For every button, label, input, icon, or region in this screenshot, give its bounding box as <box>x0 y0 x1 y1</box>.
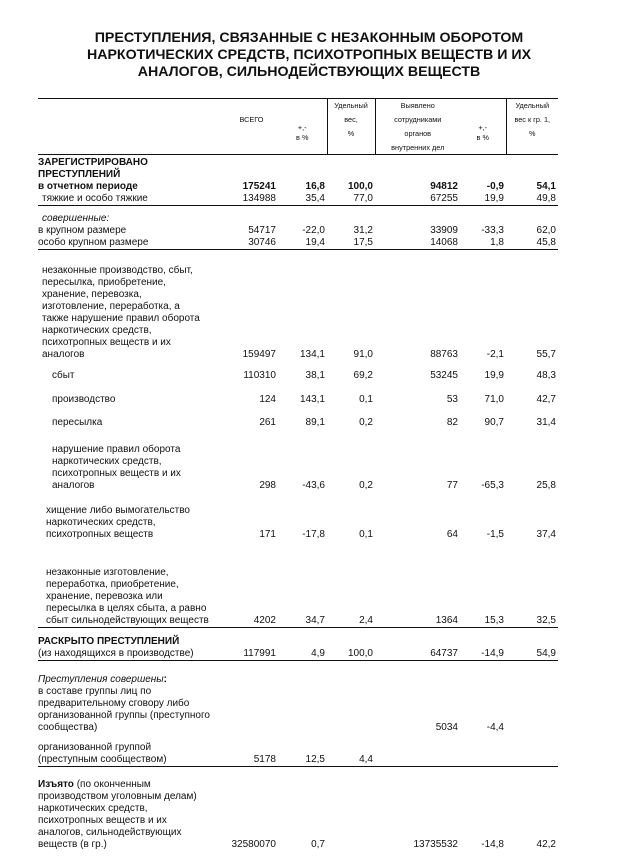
cell-change-2: -4,4 <box>486 721 504 733</box>
row-organized-group <box>38 734 558 767</box>
row-label: РАСКРЫТО ПРЕСТУПЛЕНИЙ (из находящихся в производстве) <box>38 628 225 661</box>
cell-share-2: 31,4 <box>536 416 556 428</box>
cell-change-1: 12,5 <box>278 734 327 767</box>
cell-share-1: 77,0 <box>327 193 375 206</box>
cell-share-1: 0,2 <box>359 416 373 428</box>
cell-detected: 77 <box>446 479 458 491</box>
cell-change-2: -65,3 <box>481 479 504 491</box>
cell-total: 175241 <box>242 180 276 192</box>
row-production <box>38 382 558 406</box>
row-label: производство <box>52 393 116 405</box>
cell-change-1: 89,1 <box>305 416 325 428</box>
row-registered <box>38 155 558 193</box>
cell-change-2: 15,3 <box>460 541 506 628</box>
cell-change-1: 34,7 <box>278 541 327 628</box>
cell-change-2: -14,8 <box>481 838 504 850</box>
cell-total: 4202 <box>225 541 278 628</box>
cell-detected: 14068 <box>375 237 460 250</box>
row-label: пересылка <box>52 416 103 428</box>
cell-total: 32580070 <box>231 838 276 850</box>
cell-detected <box>375 734 460 767</box>
cell-share-2: 54,9 <box>506 628 558 661</box>
row-label: сбыт <box>52 369 75 381</box>
cell-total: 124 <box>259 393 276 405</box>
cell-share-1: 4,4 <box>327 734 375 767</box>
table-header <box>38 99 558 155</box>
cell-share-1: 0,1 <box>359 393 373 405</box>
cell-change-1: 35,4 <box>278 193 327 206</box>
cell-share-1: 91,0 <box>353 348 373 360</box>
cell-share-1: 69,2 <box>353 369 373 381</box>
row-label: ЗАРЕГИСТРИРОВАНО ПРЕСТУПЛЕНИЙ в отчетном периоде <box>38 156 148 192</box>
cell-share-1: 100,0 <box>327 628 375 661</box>
cell-share-2: 32,5 <box>506 541 558 628</box>
cell-change-2: -0,9 <box>486 180 504 192</box>
cell-share-1: 31,2 <box>353 224 373 236</box>
cell-change-2: 19,9 <box>484 369 504 381</box>
cell-change-1: 16,8 <box>305 180 325 192</box>
row-label: тяжкие и особо тяжкие <box>38 193 225 206</box>
cell-change-2: -2,1 <box>486 348 504 360</box>
header-total: ВСЕГО <box>239 115 264 124</box>
cell-total <box>225 661 278 734</box>
cell-share-2 <box>506 734 558 767</box>
cell-share-1: 0,1 <box>359 528 373 540</box>
row-label: незаконные производство, сбыт, пересылка, приобретение, хранение, перевозка, изготовление, переработка, а также нарушение правил оборота наркотических средств, психотропных веществ и их аналогов <box>42 264 200 360</box>
header-share-1: Удельный вес, % <box>327 99 375 155</box>
row-theft <box>38 492 558 541</box>
row-label: особо крупном размере <box>38 237 225 250</box>
cell-change-2 <box>460 734 506 767</box>
row-label: организованной группой (преступным сообществом) <box>38 734 225 767</box>
cell-share-2: 54,1 <box>536 180 556 192</box>
cell-detected: 67255 <box>375 193 460 206</box>
cell-total: 134988 <box>225 193 278 206</box>
row-seized <box>38 767 558 851</box>
row-shipment <box>38 406 558 429</box>
title-line-3: АНАЛОГОВ, СИЛЬНОДЕЙСТВУЮЩИХ ВЕЩЕСТВ <box>137 64 481 80</box>
cell-share-2: 25,8 <box>536 479 556 491</box>
row-especially-large <box>38 237 558 250</box>
cell-detected: 13735532 <box>413 838 458 850</box>
cell-share-2: 48,3 <box>536 369 556 381</box>
cell-total: 261 <box>259 416 276 428</box>
row-label: Преступления совершены: в составе группы лиц по предварительному сговору либо организованной группы (преступного сообщества) <box>38 673 210 733</box>
cell-total: 5178 <box>225 734 278 767</box>
header-detected: Выявлено сотрудниками органов внутренних дел <box>375 99 460 155</box>
cell-change-1: -17,8 <box>302 528 325 540</box>
row-group-crimes <box>38 661 558 734</box>
cell-share-2: 42,7 <box>536 393 556 405</box>
row-potent-substances <box>38 541 558 628</box>
cell-change-2: 1,8 <box>460 237 506 250</box>
title-line-2: НАРКОТИЧЕСКИХ СРЕДСТВ, ПСИХОТРОПНЫХ ВЕЩЕСТВ И ИХ <box>86 47 532 63</box>
cell-share-1 <box>327 661 375 734</box>
cell-share-2: 62,0 <box>536 224 556 236</box>
row-label: нарушение правил оборота наркотических средств, психотропных веществ и их аналогов <box>52 443 181 491</box>
cell-share-2: 42,2 <box>536 838 556 850</box>
cell-change-1: -43,6 <box>302 479 325 491</box>
header-change-2: +,- в % <box>476 123 489 142</box>
cell-detected: 64 <box>446 528 458 540</box>
row-label: Изъято (по оконченным производством уголовным делам) наркотических средств, психотропных веществ и их аналогов, сильнодействующих веществ (в гр.) <box>38 778 197 850</box>
row-illegal-production <box>38 250 558 361</box>
cell-total: 298 <box>259 479 276 491</box>
cell-change-2: 71,0 <box>484 393 504 405</box>
header-share-2: Удельный вес к гр. 1, % <box>506 99 558 155</box>
cell-change-2: -33,3 <box>481 224 504 236</box>
cell-share-1: 2,4 <box>327 541 375 628</box>
cell-total: 110310 <box>243 369 276 381</box>
cell-change-1: 19,4 <box>278 237 327 250</box>
cell-detected: 53245 <box>430 369 458 381</box>
row-label: совершенные: в крупном размере <box>38 212 127 236</box>
row-label: хищение либо вымогательство наркотических средств, психотропных веществ <box>46 504 190 540</box>
row-circulation-violation <box>38 429 558 492</box>
cell-change-1: 143,1 <box>299 393 325 405</box>
cell-total: 54717 <box>248 224 276 236</box>
cell-detected: 5034 <box>435 721 458 733</box>
row-sale <box>38 361 558 382</box>
cell-share-1: 0,2 <box>359 479 373 491</box>
cell-total: 117991 <box>225 628 278 661</box>
cell-change-1: 38,1 <box>305 369 325 381</box>
cell-change-1: 134,1 <box>299 348 325 360</box>
cell-share-2: 45,8 <box>506 237 558 250</box>
cell-detected: 88763 <box>430 348 458 360</box>
row-large-amount <box>38 206 558 237</box>
cell-detected: 1364 <box>375 541 460 628</box>
cell-total: 171 <box>259 528 276 540</box>
header-change-1: +,- в % <box>296 123 309 142</box>
row-solved <box>38 628 558 661</box>
page-title <box>0 30 618 81</box>
cell-share-1 <box>327 767 375 851</box>
cell-share-1: 100,0 <box>347 180 373 192</box>
cell-share-2: 37,4 <box>536 528 556 540</box>
cell-total: 30746 <box>225 237 278 250</box>
cell-total: 159497 <box>242 348 276 360</box>
cell-change-1: -22,0 <box>302 224 325 236</box>
cell-detected: 53 <box>446 393 458 405</box>
statistics-table <box>38 98 558 851</box>
cell-share-2: 49,8 <box>506 193 558 206</box>
title-line-1: ПРЕСТУПЛЕНИЯ, СВЯЗАННЫЕ С НЕЗАКОННЫМ ОБОРОТОМ <box>94 30 524 46</box>
row-grave <box>38 193 558 206</box>
cell-detected: 82 <box>446 416 458 428</box>
cell-change-1: 0,7 <box>311 838 325 850</box>
cell-change-2: -14,9 <box>460 628 506 661</box>
cell-share-1: 17,5 <box>327 237 375 250</box>
cell-change-2: 19,9 <box>460 193 506 206</box>
cell-change-1 <box>278 661 327 734</box>
cell-detected: 33909 <box>430 224 458 236</box>
cell-detected: 64737 <box>375 628 460 661</box>
cell-change-2: -1,5 <box>486 528 504 540</box>
cell-change-1: 4,9 <box>278 628 327 661</box>
row-label: незаконные изготовление, переработка, приобретение, хранение, перевозка или пересылка в целях сбыта, а равно сбыт сильнодействующих веществ <box>38 541 225 628</box>
cell-change-2: 90,7 <box>484 416 504 428</box>
cell-detected: 94812 <box>430 180 458 192</box>
header-label <box>38 99 225 155</box>
cell-share-2 <box>506 661 558 734</box>
cell-share-2: 55,7 <box>536 348 556 360</box>
